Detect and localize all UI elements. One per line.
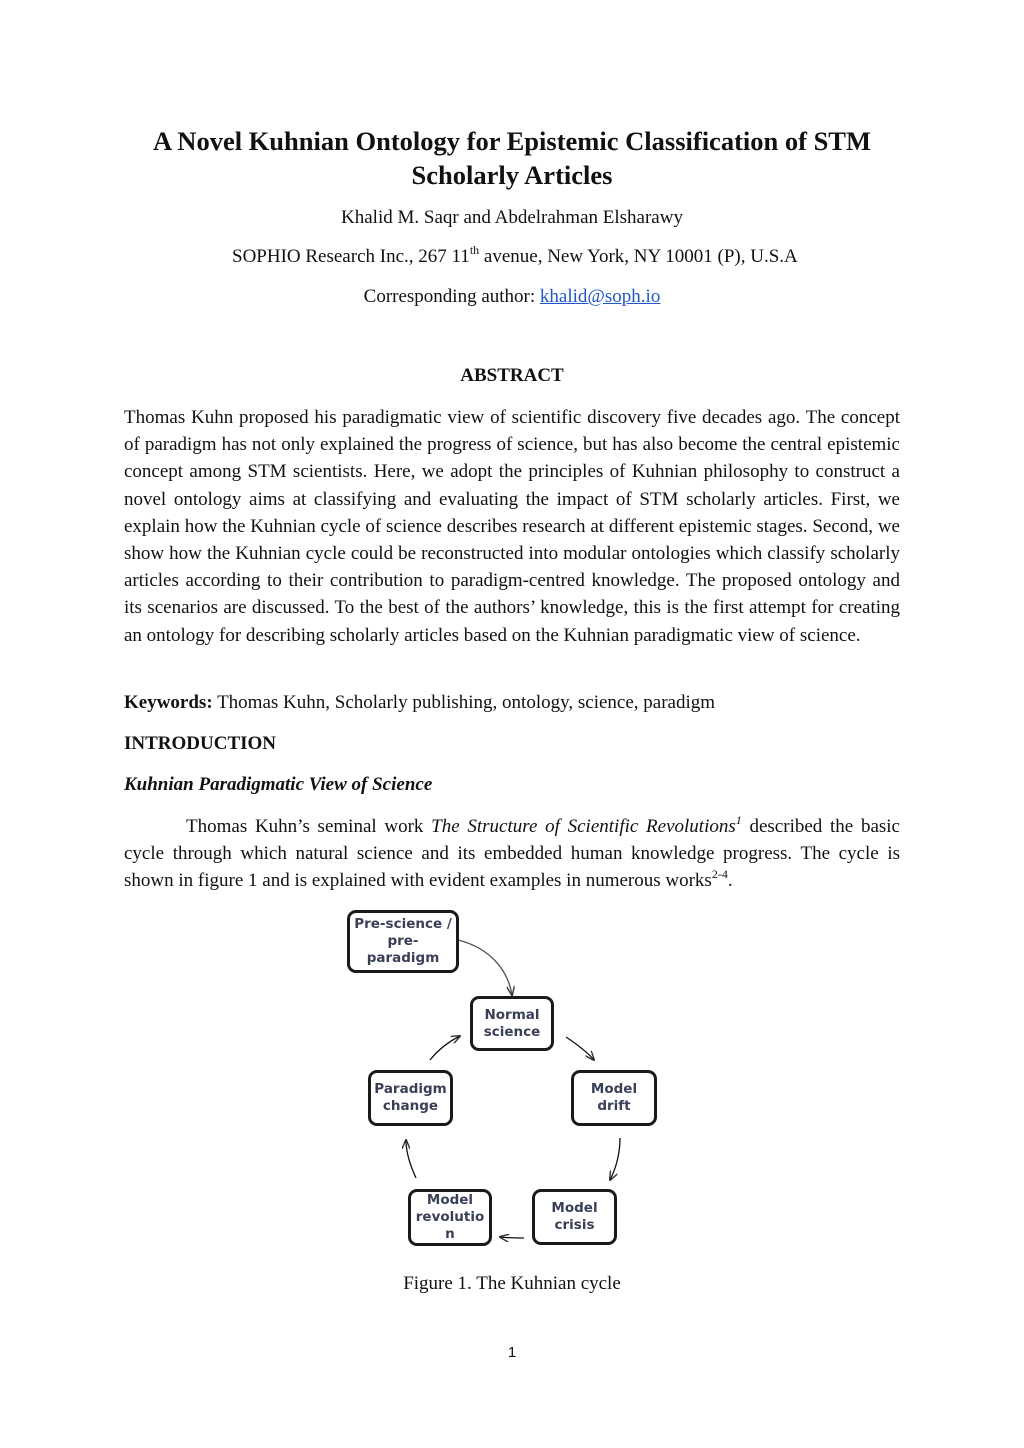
node-pre-science: Pre-science / pre-paradigm: [347, 910, 459, 973]
page-number: 1: [507, 1344, 517, 1361]
affiliation-text: SOPHIO Research Inc., 267 11: [232, 246, 470, 267]
keywords: [124, 691, 900, 715]
affiliation: [232, 245, 798, 269]
node-model-drift: Model drift: [571, 1070, 657, 1126]
paragraph-text-middle: described the basic cycle through which natural science and its embedded human knowledge progress. The cycle is shown in figure 1 and is explained with evident examples in numerous works: [124, 816, 900, 892]
kuhnian-cycle-figure: [330, 900, 690, 1260]
node-normal-science: Normal science: [470, 996, 554, 1051]
node-paradigm-change: Paradigm change: [368, 1070, 453, 1126]
arrow-drift-to-crisis: [610, 1138, 620, 1180]
affiliation-text-rest: avenue, New York, NY 10001 (P), U.S.A: [479, 246, 798, 267]
corresponding-label: Corresponding author:: [363, 286, 540, 307]
subsection-heading: Kuhnian Paradigmatic View of Science: [124, 774, 433, 795]
arrow-prescience-to-normal: [458, 940, 512, 995]
reference-2-4: 2-4: [711, 867, 728, 882]
authors: Khalid M. Saqr and Abdelrahman Elsharawy: [341, 207, 683, 228]
arrow-paradigm-to-normal: [430, 1036, 460, 1060]
node-model-crisis: Model crisis: [532, 1189, 617, 1245]
keywords-label: Keywords:: [124, 692, 213, 713]
abstract-heading: ABSTRACT: [460, 365, 564, 386]
corresponding-author: [0, 285, 1024, 309]
reference-1: 1: [735, 813, 742, 827]
paper-title: A Novel Kuhnian Ontology for Epistemic Classification of STM Scholarly Articles: [153, 126, 871, 190]
affiliation-superscript: th: [469, 243, 480, 257]
node-model-revolution: Model revolutio n: [408, 1189, 492, 1246]
book-title: The Structure of Scientific Revolutions: [431, 816, 736, 837]
arrow-normal-to-drift: [566, 1037, 594, 1060]
section-heading-introduction: INTRODUCTION: [124, 733, 277, 754]
keywords-list: Thomas Kuhn, Scholarly publishing, ontology, science, paradigm: [212, 692, 716, 713]
paragraph-text-end: .: [727, 870, 733, 892]
author-email-link[interactable]: khalid@soph.io: [539, 286, 661, 307]
paragraph-text: Thomas Kuhn’s seminal work: [186, 816, 432, 837]
abstract-text: Thomas Kuhn proposed his paradigmatic view of scientific discovery five decades ago. The concept of paradigm has not only explained the progress of science, but has also become the central epistemic concept among STM scientists. Here, we adopt the principles of Kuhnian philosophy to construct a novel ontology aims at classifying and evaluating the impact of STM scholarly articles. First, we explain how the Kuhnian cycle of science describes research at different epistemic stages. Second, we show how the Kuhnian cycle could be reconstructed into modular ontologies which classify scholarly articles according to their contribution to paradigm-centred knowledge. The proposed ontology and its scenarios are discussed. To the best of the authors’ knowledge, this is the first attempt for creating an ontology for describing scholarly articles based on the Kuhnian paradigmatic view of science.: [124, 407, 900, 646]
arrow-revolution-to-paradigm: [406, 1140, 416, 1178]
introduction-paragraph: [124, 813, 900, 895]
figure-caption: Figure 1. The Kuhnian cycle: [403, 1273, 621, 1294]
arrow-crisis-to-revolution: [500, 1237, 524, 1238]
